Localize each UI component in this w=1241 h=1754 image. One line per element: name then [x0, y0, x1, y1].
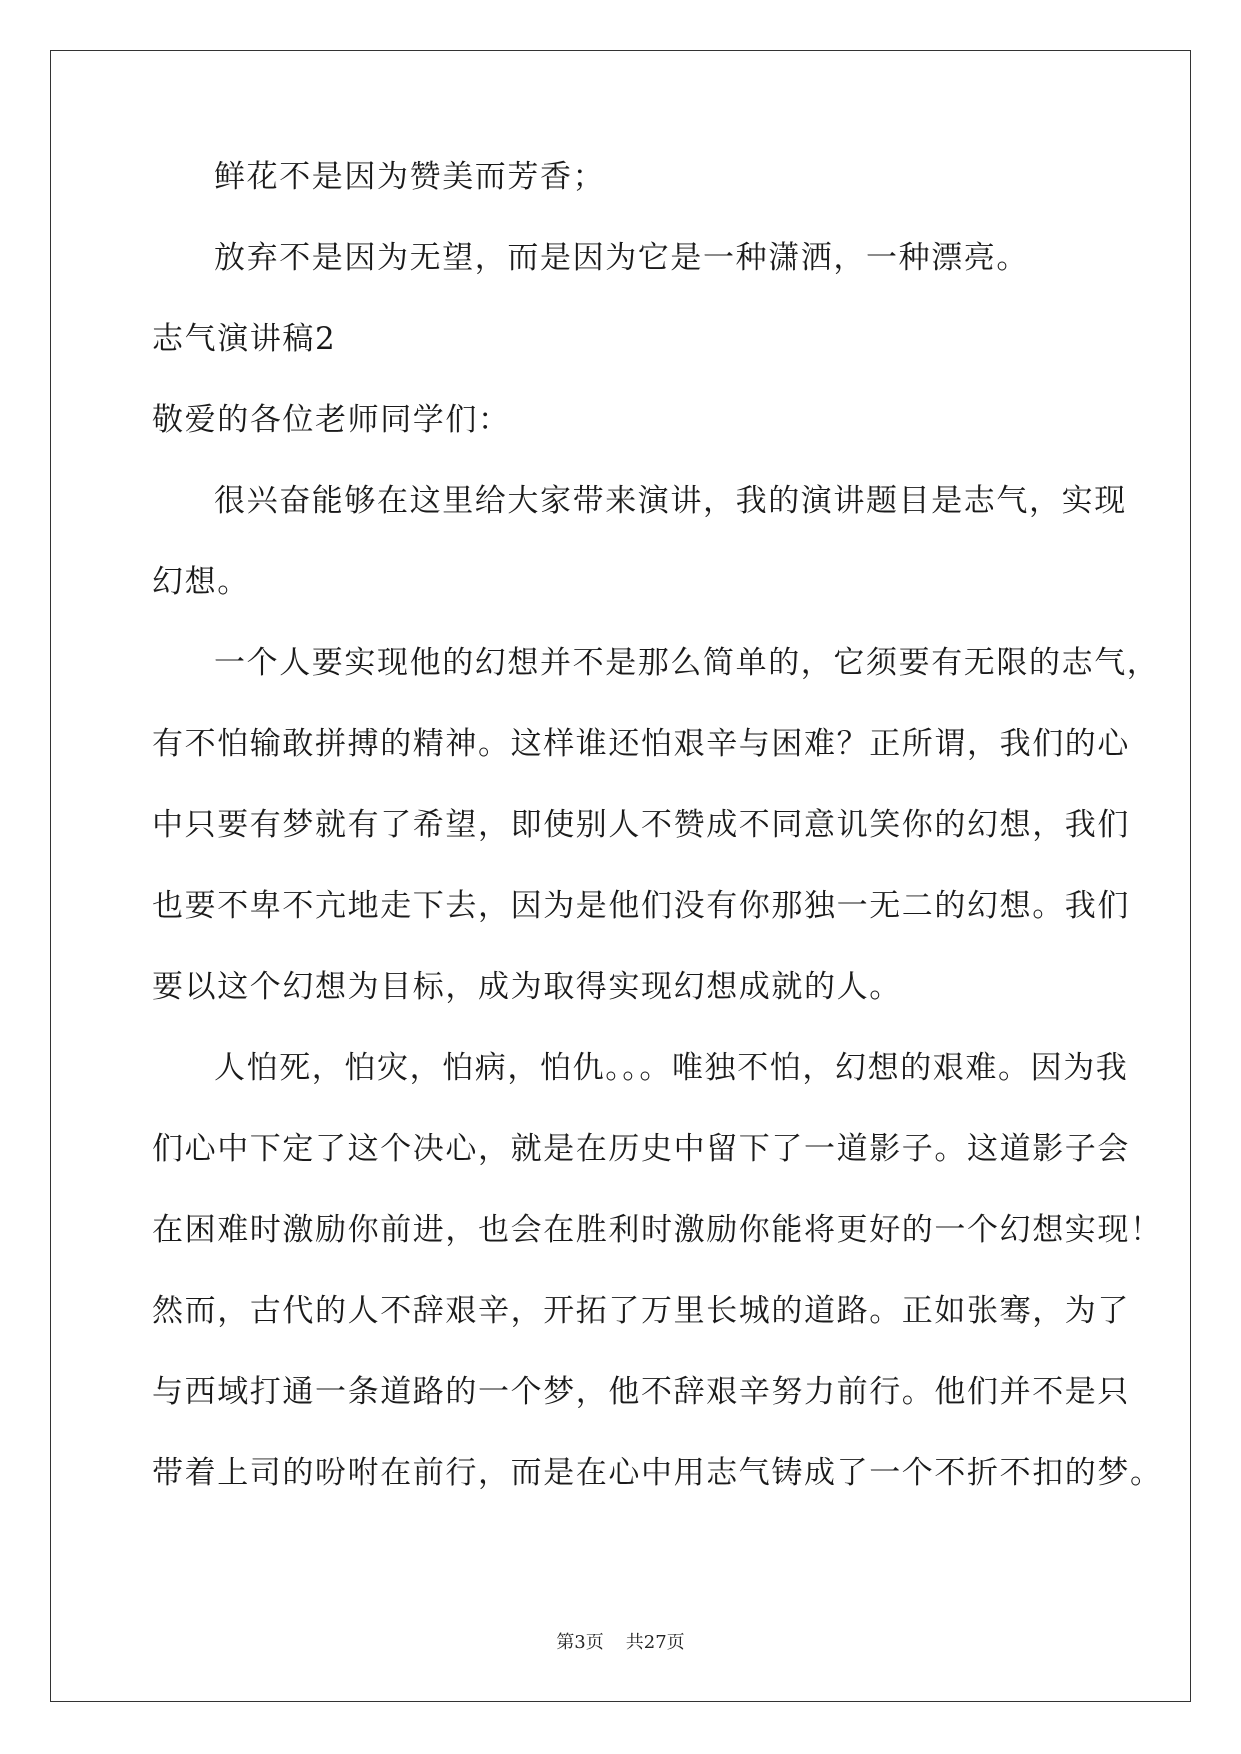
text-line: 要以这个幻想为目标，成为取得实现幻想成就的人。: [152, 969, 902, 1005]
text-line: 也要不卑不亢地走下去，因为是他们没有你那独一无二的幻想。我们: [152, 888, 1130, 924]
text-line: 幻想。: [152, 564, 250, 600]
text-line: 中只要有梦就有了希望，即使别人不赞成不同意讥笑你的幻想，我们: [152, 807, 1130, 843]
text-line: 鲜花不是因为赞美而芳香；: [214, 159, 606, 195]
text-line: 人怕死，怕灾，怕病，怕仇。。。唯独不怕，幻想的艰难。因为我: [214, 1050, 1129, 1086]
page-total: 共27页: [625, 1632, 685, 1653]
text-line: 一个人要实现他的幻想并不是那么简单的，它须要有无限的志气，: [214, 645, 1160, 681]
text-line: 很兴奋能够在这里给大家带来演讲，我的演讲题目是志气，实现: [214, 483, 1127, 519]
section-title: 志气演讲稿2: [152, 321, 337, 357]
text-line: 带着上司的吩咐在前行，而是在心中用志气铸成了一个不折不扣的梦。: [152, 1455, 1163, 1491]
text-line: 与西域打通一条道路的一个梦，他不辞艰辛努力前行。他们并不是只: [152, 1374, 1130, 1410]
page-footer: [0, 1628, 1241, 1654]
text-line: 然而，古代的人不辞艰辛，开拓了万里长城的道路。正如张骞，为了: [152, 1293, 1130, 1329]
page-number: 第3页: [556, 1632, 604, 1653]
text-line: 放弃不是因为无望，而是因为它是一种潇洒，一种漂亮。: [214, 240, 1029, 276]
text-line: 们心中下定了这个决心，就是在历史中留下了一道影子。这道影子会: [152, 1131, 1130, 1167]
salutation: 敬爱的各位老师同学们：: [152, 402, 511, 438]
document-body: [152, 159, 1163, 1539]
text-line: 在困难时激励你前进，也会在胜利时激励你能将更好的一个幻想实现！: [152, 1212, 1163, 1248]
text-line: 有不怕输敢拼搏的精神。这样谁还怕艰辛与困难？正所谓，我们的心: [152, 726, 1130, 762]
